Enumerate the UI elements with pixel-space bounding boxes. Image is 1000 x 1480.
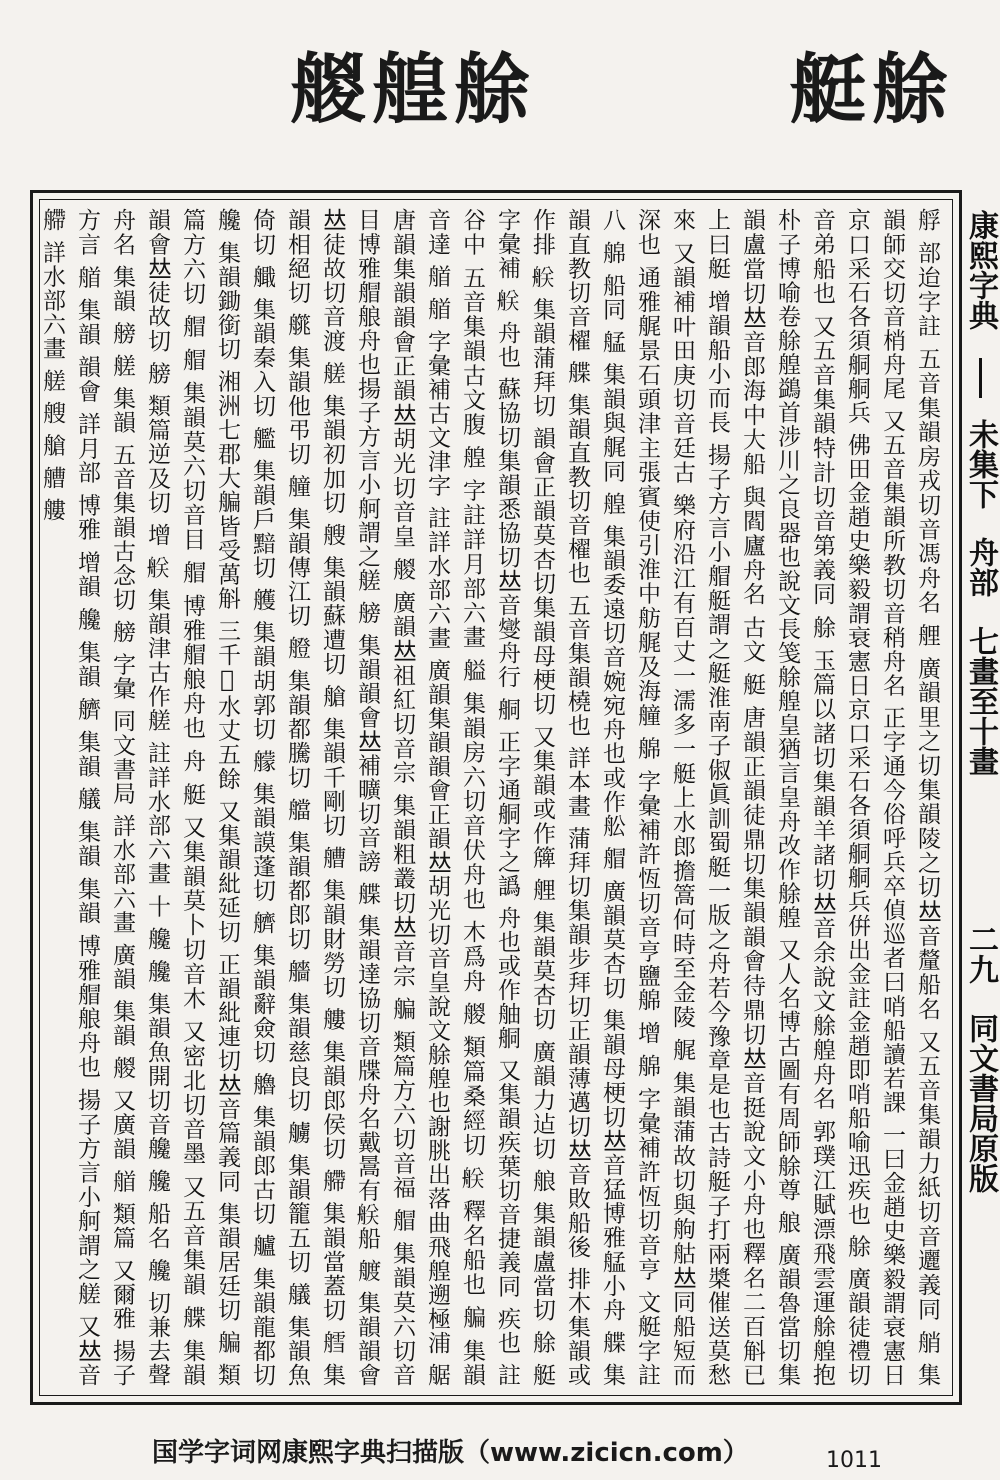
- volume-label: 未集下: [963, 418, 998, 509]
- margin-sidebar: [964, 210, 996, 1420]
- dictionary-body-text: 艀 部迨字註 五音集韻房戎切音馮舟名 艃 廣韻里之切集韻陵之切𠀤音釐船名 又五音集韻力紙切音邐義同 艄 集韻師交切音梢舟尾 又五音集韻所教切音稍舟名 正字通今俗呼兵卒偵巡者曰哨船讀若課 一曰金趙史樂毅謂衰憲日京口采石各須𦨴𦨴兵 佛田金趙史樂毅謂衰憲日京口采石各須𦨴𦨴兵倂出金註金趙即哨船喻迅疾也 艅 廣韻徒禮切音弟船也 又五音集韻特計切音第義同 艅 玉篇以諸切集韻羊諸切𠀤音余說文艅艎舟名 郭璞江賦漂飛雲運艅艎抱朴子博喻卷艅艎鷁首涉川之良器也說文長笺艅艎皇猶言皇舟改作艅艎 又人名博古圖有周師艅尊 艆 廣韻魯當切集韻盧當切𠀤音郎海中大船 與閻廬舟名 古文 艇 唐韻正韻徒鼎切集韻韻會待鼎切𠀤音挺說文小舟也釋名二百斛已上曰艇 增韻船小而長 揚子方言小艒艇謂之艇淮南子俶眞訓蜀艇一版之舟若今豫章是也古詩艇子打兩槳催送莫愁來 又韻補叶田庚切音廷古 樂府沿江有百丈一濡多一艇上水郎擔篙何時至金陵 艉 集韻蒲故切與䑦䑩𠀤同船短而深也 通雅艉景石頭津主張賓使引淮中舫艉及海艟 艊 字彙補許恆切音亨鹽艊 增 艊 字彙補許恆切音亨 文艇字註 八 艊 船同 艋 集韻與艉同 艎 集韻委遠切音婉宛舟也或作舩 艒 廣韻莫杏切 集韻母梗切𠀤音猛博雅艋小舟 艓 集韻直教切音櫂 艓 集韻直教切音櫂也 五音集韻橈也 詳本畫 蒲拜切集韻步拜切正韻薄邁切𠀤音敗船後 排木集韻或作排 𦨶 集韻蒲拜切 韻會正韻莫杏切集韻母梗切 又集韻或作簰 艃 集韻莫杏切 廣韻力迠切 艆 集韻盧當切 艅 艇 字彙補 𦨶 舟也 蘇協切集韻悉協切𠀤音燮舟行 𦨴 正字通𦨴字之譌 舟也或作舳𦨴 又集韻疾葉切音捷義同 疾也 註谷中 五音集韻古文腹 艎 字註詳月部六畫 艗 集韻房六切音伏舟也 木爲舟 艐 類篇桑經切 𦨶 釋名船也 艑 集韻音達 艏 艏 字彙補古文津字 註詳水部六畫 廣韻集韻韻會正韻𠀤胡光切音皇說文艅艎也謝朓出落曲飛艎遡極浦 艍 唐韻集韻韻會正韻𠀤胡光切音皇 艐 廣韻𠀤祖紅切音宗 集韻粗叢切𠀤音宗 艑 類篇方六切音福 艒 集韻莫六切音目博雅艒艆舟也揚子方言小舸謂之艖 艕 集韻韻會𠀤補曠切音謗 艓 集韻達協切音牒舟名戴暠有𦨶船 艔 集韻韻會𠀤徒故切音渡 艖 集韻初加切 艘 集韻蘇遭切 艙 集韻千剛切 艚 集韻財勞切 艛 集韻郎侯切 艜 集韻當蓋切 艝 集韻相絕切 艞 集韻他弔切 艟 集韻傳江切 艠 集韻都騰切 艡 集韻都郎切 艢 集韻慈良切 艣 集韻籠五切 艤 集韻魚倚切 艥 集韻秦入切 艦 集韻戶黯切 艧 集韻胡郭切 艨 集韻謨蓬切 艩 集韻辭僉切 艪 集韻郎古切 艫 集韻龍都切 艬 集韻鋤銜切 湘洲七郡大艑皆受萬斛 三千𢈪水丈五餘 又集韻紕延切 正韻紕連切𠀤音篇義同 集韻居廷切 艑 類篇方六切 艒 艒 集韻莫六切音目 艒 博雅艒艆舟也 舟 艇 又集韻莫卜切音木 又密北切音墨 又五音集韻 艓 集韻韻會𠀤徒故切 艕 類篇逆及切 增 𦨶 集韻津古作艖 註詳水部六畫 十 艬 艬 集韻魚開切音艬 艬 船名 艬 切兼去聲 舟名 集韻 艕 艖 集韻 五音集韻古念切 艕 字彙 同文書局 詳水部六畫 廣韻 集韻 艐 又廣韻 艏 類篇 又爾雅 揚子方言 艏 集韻 韻會 詳月部 博雅 增韻 艬 集韻 艩 集韻 艤 集韻 集韻 博雅艒艆舟也 揚子方言小舸謂之艖 又𠀤音 艜 詳水部六畫 艖 艘 艙 艚 艛: [39, 208, 940, 1387]
- stroke-range-label: 七畫至十畫: [963, 625, 998, 776]
- sidebar-page-number: 二九: [963, 924, 998, 985]
- footer-caption: 国学字词网康熙字典扫描版（www.zicicn.com）: [152, 1438, 749, 1468]
- seal-script-heading-left: 艐艎艅: [290, 45, 536, 134]
- page-frame: [30, 190, 962, 1405]
- inner-border: [39, 199, 953, 1396]
- radical-label: 舟部: [963, 537, 998, 598]
- seal-script-heading-right: 艇艅: [790, 45, 954, 134]
- book-title: 康熙字典: [963, 210, 998, 330]
- divider: [979, 358, 982, 398]
- publisher-label: 同文書局原版: [963, 1012, 998, 1193]
- page-number: 1011: [826, 1448, 882, 1473]
